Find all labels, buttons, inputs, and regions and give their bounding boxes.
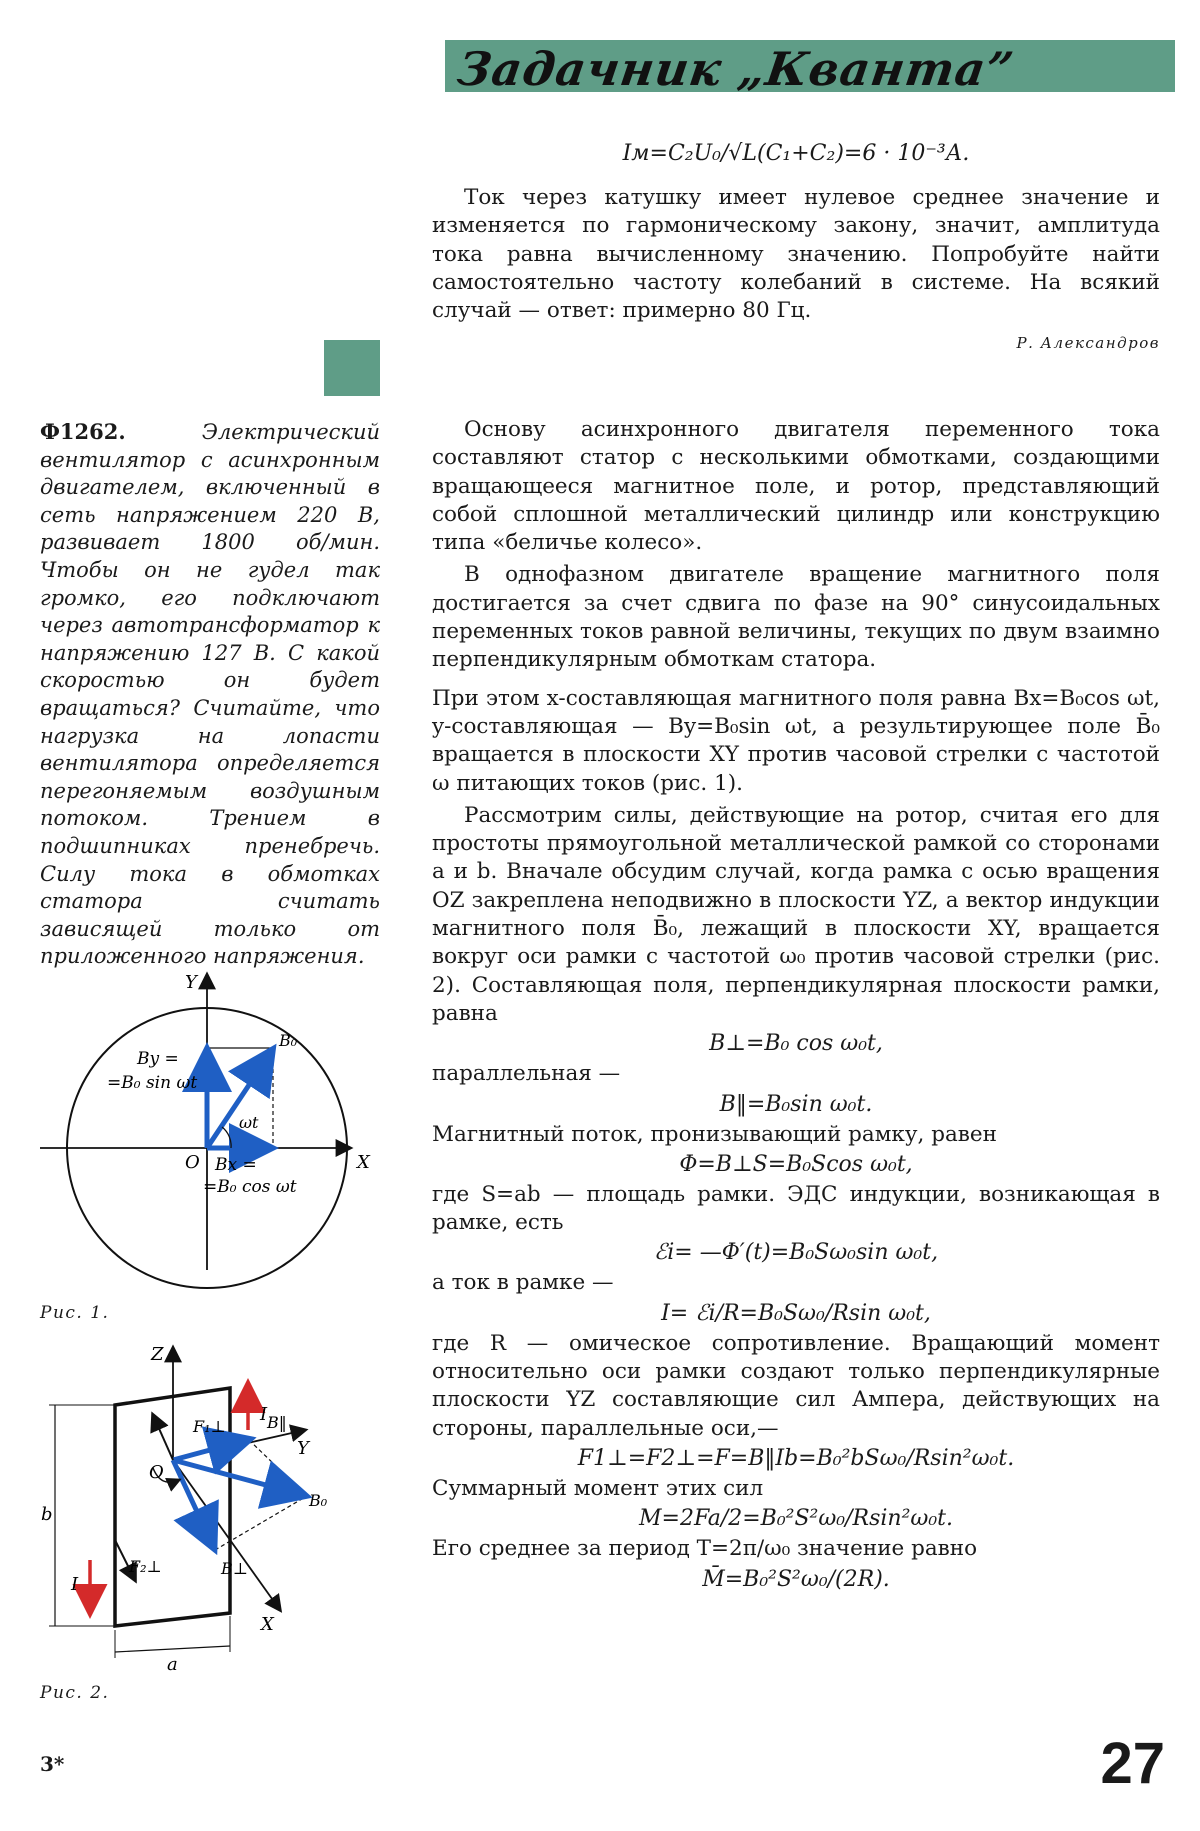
paragraph-3: При этом x-составляющая магнитного поля равна Bx=B₀cos ωt, y-составляющая — By=B₀sin ωt, а результирующее поле B̄₀ вращается в плоскости XY против часовой стрелки с частотой ω питающих токов (рис. 1). bbox=[432, 685, 1160, 796]
fig2-y-label: Y bbox=[297, 1438, 309, 1459]
formula-b-perp: B⊥=B₀ cos ω₀t, bbox=[709, 1031, 883, 1057]
fig2-f1-label: F₁⊥ bbox=[193, 1417, 226, 1436]
signature-mark: 3* bbox=[40, 1752, 65, 1776]
problem-number: Ф1262. bbox=[40, 419, 126, 444]
fig1-by-label-2: =B₀ sin ωt bbox=[107, 1073, 198, 1093]
fig1-caption: Рис. 1. bbox=[40, 1303, 110, 1323]
paragraph-1: Основу асинхронного двигателя переменного тока составляют статор с несколькими обмотками, создающими вращающееся магнитное поле, и ротор, представляющий собой сплошной металлический цилиндр или конструкцию типа «беличье колесо». bbox=[432, 417, 1160, 556]
fig2-current-top-label: I bbox=[260, 1404, 268, 1425]
fig2-a-label: a bbox=[167, 1654, 178, 1675]
fig2-f2-label: F₂⊥ bbox=[129, 1557, 162, 1576]
fig2-origin-label: O bbox=[149, 1462, 164, 1483]
fig2-caption: Рис. 2. bbox=[40, 1683, 110, 1703]
fig2-bperp-label: B⊥ bbox=[221, 1559, 248, 1578]
fig2-bpar-label: B‖ bbox=[267, 1413, 287, 1432]
fig1-bx-label-1: Bx = bbox=[215, 1155, 257, 1175]
text-torque: где R — омическое сопротивление. Вращающий момент относительно оси рамки создают только перпендикулярные плоскости YZ составляющие сил Ампера, действующих на стороны, параллельные оси,— bbox=[432, 1330, 1160, 1441]
top-paragraph: Ток через катушку имеет нулевое среднее значение и изменяется по гармоническому закону, значит, амплитуда тока равна вычисленному значению. Попробуйте найти самостоятельно частоту колебаний в системе. На всякий случай — ответ: примерно 80 Гц. bbox=[432, 185, 1160, 324]
formula-average-moment: M̄=B₀²S²ω₀/(2R). bbox=[702, 1566, 890, 1592]
formula-flux: Φ=B⊥S=B₀Scos ω₀t, bbox=[679, 1151, 913, 1177]
fig2-z-label: Z bbox=[151, 1344, 164, 1365]
f1-force-arrow bbox=[153, 1415, 173, 1460]
figure-2 bbox=[35, 1340, 385, 1680]
fig1-bx-label-2: =B₀ cos ωt bbox=[203, 1177, 297, 1197]
page-number: 27 bbox=[1100, 1731, 1165, 1796]
text-parallel: параллельная — bbox=[432, 1061, 621, 1087]
b-par-vector bbox=[173, 1440, 247, 1460]
problem-text: Электрический вентилятор с асинхронным двигателем, включенный в сеть напряжением 220 В, развивает 1800 об/мин. Чтобы он не гудел так громко, его подключают через автотрансформатор к напряжению 127 В. С какой скоростью он будет вращаться? Считайте, что нагрузка на лопасти вентилятора определяется перегоняемым воздушным потоком. Трением в подшипниках пренебречь. Силу тока в обмотках статора считать зависящей только от приложенного напряжения. bbox=[40, 420, 380, 969]
fig1-angle-label: ωt bbox=[239, 1113, 259, 1132]
fig2-b0-label: B₀ bbox=[309, 1491, 328, 1510]
formula-emf: ℰi= —Φ′(t)=B₀Sω₀sin ω₀t, bbox=[653, 1240, 939, 1266]
section-marker bbox=[324, 340, 380, 396]
fig1-origin-label: O bbox=[185, 1152, 200, 1173]
b0-vector bbox=[173, 1460, 303, 1495]
formula-current-amplitude: Iм=C₂U₀/√L(C₁+C₂)=6 · 10⁻³А. bbox=[622, 141, 970, 166]
paragraph-2: В однофазном двигателе вращение магнитного поля достигается за счет сдвига по фазе на 90° синусоидальных переменных токов равной величины, текущих по двум взаимно перпендикулярным обмоткам статора. bbox=[432, 562, 1160, 673]
angle-arc bbox=[222, 1127, 231, 1148]
fig2-b-label: b bbox=[41, 1504, 53, 1525]
text-emf: где S=ab — площадь рамки. ЭДС индукции, возникающая в рамке, есть bbox=[432, 1181, 1160, 1236]
text-average: Его среднее за период T=2π/ω₀ значение равно bbox=[432, 1536, 978, 1562]
dimension-a bbox=[115, 1646, 230, 1652]
text-moment: Суммарный момент этих сил bbox=[432, 1475, 764, 1501]
fig1-x-label: X bbox=[357, 1152, 370, 1173]
fig1-b0-label: B₀ bbox=[279, 1031, 298, 1050]
fig1-y-label: Y bbox=[185, 972, 197, 993]
figure-1 bbox=[35, 970, 385, 1300]
formula-current: I= ℰi/R=B₀Sω₀/Rsin ω₀t, bbox=[661, 1300, 931, 1326]
b-perp-vector bbox=[173, 1460, 213, 1546]
top-block bbox=[432, 138, 1160, 358]
text-flux: Магнитный поток, пронизывающий рамку, равен bbox=[432, 1121, 997, 1147]
problem-statement bbox=[40, 418, 380, 971]
formula-moment: M=2Fa/2=B₀²S²ω₀/Rsin²ω₀t. bbox=[638, 1506, 954, 1532]
solution-text bbox=[432, 416, 1160, 1596]
header-title: Задачник „Кванта” bbox=[454, 42, 1018, 96]
fig2-x-label: X bbox=[261, 1614, 274, 1635]
paragraph-4: Рассмотрим силы, действующие на ротор, считая его для простоты прямоугольной металлической рамкой со сторонами a и b. Вначале обсудим случай, когда рамка с осью вращения OZ закреплена неподвижно в плоскости YZ, а вектор индукции магнитного поля B̄₀, лежащий в плоскости XY, вращается вокруг оси рамки с частотой ω₀ против часовой стрелки (рис. 2). Составляющая поля, перпендикулярная плоскости рамки, равна bbox=[432, 802, 1160, 1026]
fig2-current-left-label: I bbox=[71, 1574, 79, 1595]
formula-force: F1⊥=F2⊥=F=B‖Ib=B₀²bSω₀/Rsin²ω₀t. bbox=[577, 1445, 1015, 1471]
b0-vector bbox=[207, 1052, 271, 1148]
text-current: а ток в рамке — bbox=[432, 1270, 614, 1296]
formula-b-par: B‖=B₀sin ω₀t. bbox=[719, 1091, 873, 1117]
fig1-by-label-1: By = bbox=[137, 1049, 179, 1069]
author-signature: Р. Александров bbox=[1016, 334, 1160, 353]
